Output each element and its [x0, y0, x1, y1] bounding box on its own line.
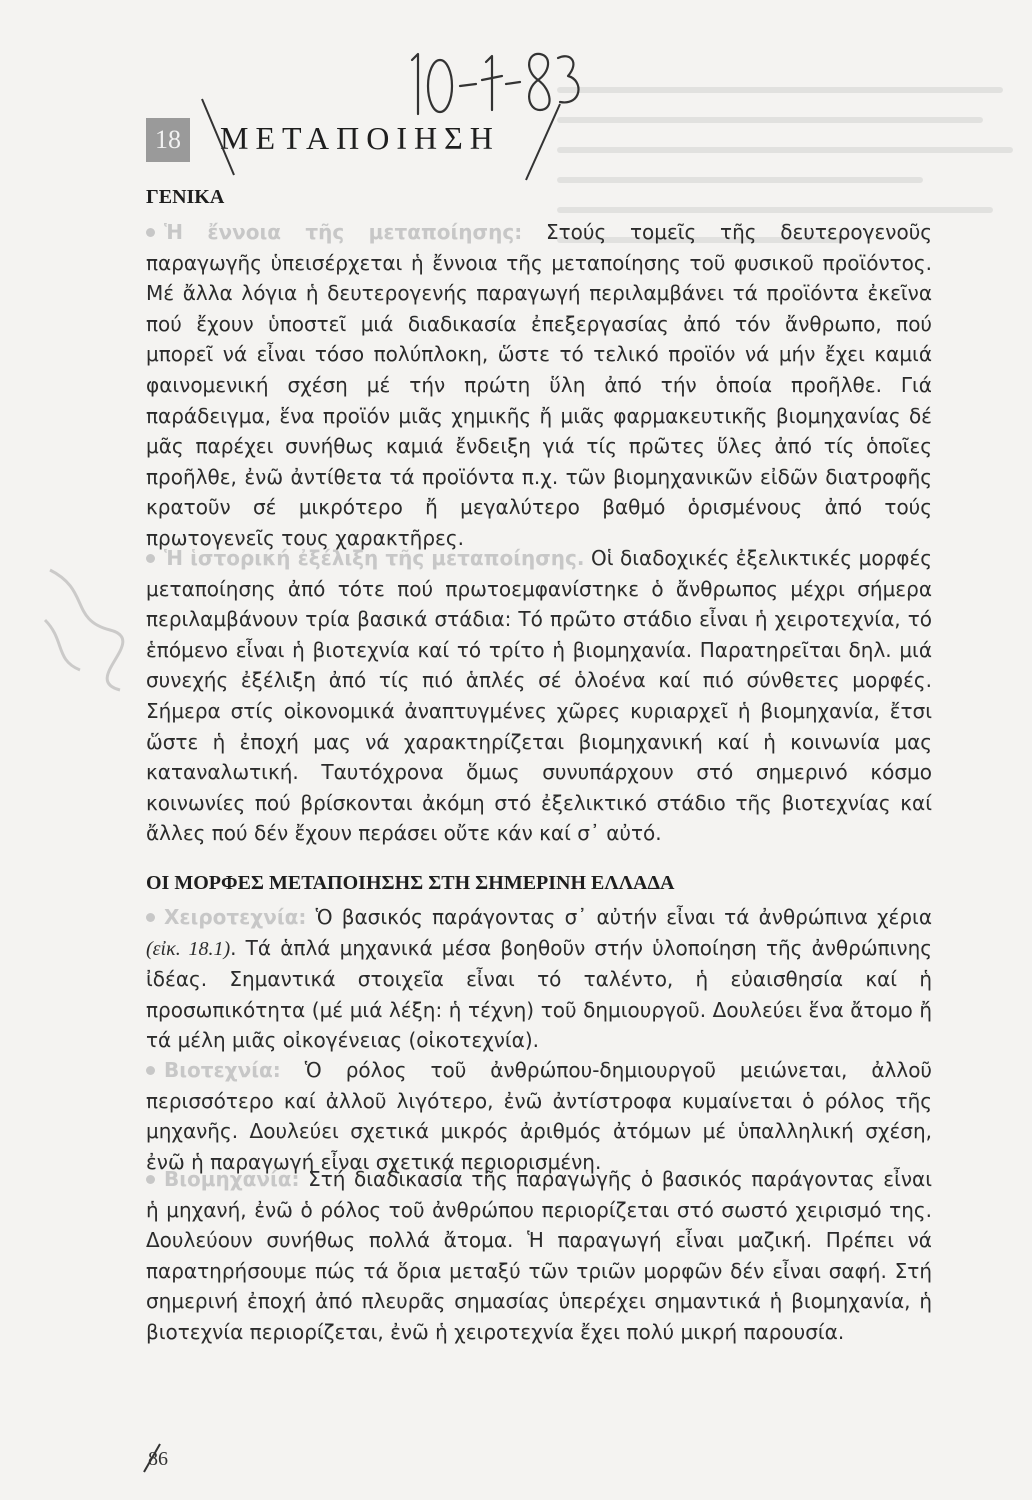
paragraph-handicraft: [146, 902, 932, 1056]
figure-reference: (εἰκ. 18.1): [146, 937, 231, 960]
chapter-number-badge: 18: [146, 118, 190, 162]
paragraph-history: [146, 543, 932, 849]
paragraph-lead: Ἡ ἱστορική ἐξέλιξη τῆς μεταποίησης.: [146, 546, 585, 570]
pencil-strike-left: [198, 95, 238, 180]
paragraph-text: . Τά ἁπλά μηχανικά μέσα βοηθοῦν στήν ὑλοποίηση τῆς ἀνθρώπινης ἰδέας. Σημαντικά στοιχεῖα εἶναι τό ταλέντο, ἡ εὐαισθησία καί ἡ προσωπικότητα (μέ μιά λέξη: ἡ τέχνη) τοῦ δημιουργοῦ. Δουλεύει ἕνα ἄτομο ἤ τά μέλη μιᾶς οἰκογένειας (οἰκοτεχνία).: [146, 935, 933, 1053]
bullet-icon: [146, 228, 155, 237]
paragraph-text: Οἱ διαδοχικές ἐξελικτικές μορφές μεταποίησης ἀπό τότε πού πρωτοεμφανίστηκε ὁ ἄνθρωπος μέχρι σήμερα περιλαμβάνουν τρία βασικά στάδια: Τό πρῶτο στάδιο εἶναι ἡ χειροτεχνία, τό ἑπόμενο εἶναι ἡ βιοτεχνία καί τό τρίτο ἡ βιομηχανία. Παρατηρεῖται δηλ. μιά συνεχής ἐξέλιξη ἀπό τίς πιό ἁπλές σέ ὁλοένα καί πιό σύνθετες μορφές. Σήμερα στίς οἰκονομικά ἀναπτυγμένες χῶρες κυριαρχεῖ ἡ βιομηχανία, ἔτσι ὥστε ἡ ἐποχή μας νά χαρακτηρίζεται βιομηχανική καί ἡ κοινωνία μας καταναλωτική. Ταυτόχρονα ὅμως συνυπάρχουν στό σημερινό κόσμο κοινωνίες πού βρίσκονται ἀκόμη στό ἐξελικτικό στάδιο τῆς βιοτεχνίας καί ἄλλες πού δέν ἔχουν περάσει οὔτε κάν καί σ᾽ αὐτό.: [146, 546, 933, 846]
paragraph-concept: [146, 217, 932, 554]
section-heading-forms: ΟΙ ΜΟΡΦΕΣ ΜΕΤΑΠΟΙΗΣΗΣ ΣΤΗ ΣΗΜΕΡΙΝΗ ΕΛΛΑΔΑ: [146, 872, 675, 894]
paragraph-small-industry: [146, 1055, 932, 1177]
pencil-strike-right: [520, 100, 565, 185]
bullet-icon: [146, 1066, 155, 1075]
bullet-icon: [146, 1175, 155, 1184]
paragraph-text: Στή διαδικασία τῆς παραγωγῆς ὁ βασικός παράγοντας εἶναι ἡ μηχανή, ἐνῶ ὁ ρόλος τοῦ ἀνθρώπου περιορίζεται στό σωστό χειρισμό της. Δουλεύουν συνήθως πολλά ἄτομα. Ἡ παραγωγή εἶναι μαζική. Πρέπει νά παρατηρήσουμε πώς τά ὅρια μεταξύ τῶν τριῶν μορφῶν δέν εἶναι σαφή. Στή σημερινή ἐποχή ἀπό πλευρᾶς σημασίας ὑπερέχει σημαντικά ἡ βιομηχανία, ἡ βιοτεχνία περιορίζεται, ἐνῶ ἡ χειροτεχνία ἔχει πολύ μικρή παρουσία.: [146, 1167, 933, 1344]
paragraph-lead: Ἡ ἔννοια τῆς μεταποίησης:: [146, 220, 522, 244]
page-number: 86: [148, 1448, 168, 1470]
paragraph-text: Στούς τομεῖς τῆς δευτερογενοῦς παραγωγῆς ὑπεισέρχεται ἡ ἔννοια τῆς μεταποίησης τοῦ φυσικοῦ προϊόντος. Μέ ἄλλα λόγια ἡ δευτερογενής παραγωγή περιλαμβάνει τά προϊόντα ἐκεῖνα πού ἔχουν ὑποστεῖ μιά διαδικασία ἐπεξεργασίας ἀπό τόν ἄνθρωπο, πού μπορεῖ νά εἶναι τόσο πολύπλοκη, ὥστε τό τελικό προϊόν νά μήν ἔχει καμιά φαινομενική σχέση μέ τήν πρώτη ὕλη ἀπό τήν ὁποία προῆλθε. Γιά παράδειγμα, ἕνα προϊόν μιᾶς χημικῆς ἤ μιᾶς φαρμακευτικῆς βιομηχανίας δέ μᾶς παρέχει συνήθως καμιά ἔνδειξη γιά τίς πρῶτες ὕλες ἀπό τίς ὁποῖες προῆλθε, ἐνῶ ἀντίθετα τά προϊόντα π.χ. τῶν βιομηχανικῶν εἰδῶν διατροφῆς κρατοῦν σέ μικρότερο ἤ μεγαλύτερο βαθμό ὁρισμένους ἀπό τούς πρωτογενεῖς τους χαρακτῆρες.: [146, 220, 933, 550]
paragraph-lead: Χειροτεχνία:: [146, 905, 306, 929]
paragraph-text: Ὁ ρόλος τοῦ ἀνθρώπου-δημιουργοῦ μειώνεται, ἀλλοῦ περισσότερο καί ἀλλοῦ λιγότερο, ἐνῶ ἀντίστροφα κυμαίνεται ὁ ρόλος τῆς μηχανῆς. Δουλεύει σχετικά μικρός ἀριθμός ἀτόμων μέ ὑπαλληλική σχέση, ἐνῶ ἡ παραγωγή εἶναι σχετικά περιορισμένη.: [146, 1058, 933, 1174]
paragraph-lead: Βιομηχανία:: [146, 1167, 300, 1191]
margin-pencil-mark: [30, 560, 140, 700]
bullet-icon: [146, 554, 155, 563]
chapter-title: ΜΕΤΑΠΟΙΗΣΗ: [220, 120, 500, 156]
paragraph-lead: Βιοτεχνία:: [146, 1058, 281, 1082]
section-heading-general: ΓΕΝΙΚΑ: [146, 186, 225, 208]
paragraph-industry: [146, 1164, 932, 1348]
bullet-icon: [146, 913, 155, 922]
paragraph-text: Ὁ βασικός παράγοντας σ᾽ αὐτήν εἶναι τά ἀνθρώπινα χέρια: [315, 905, 932, 929]
